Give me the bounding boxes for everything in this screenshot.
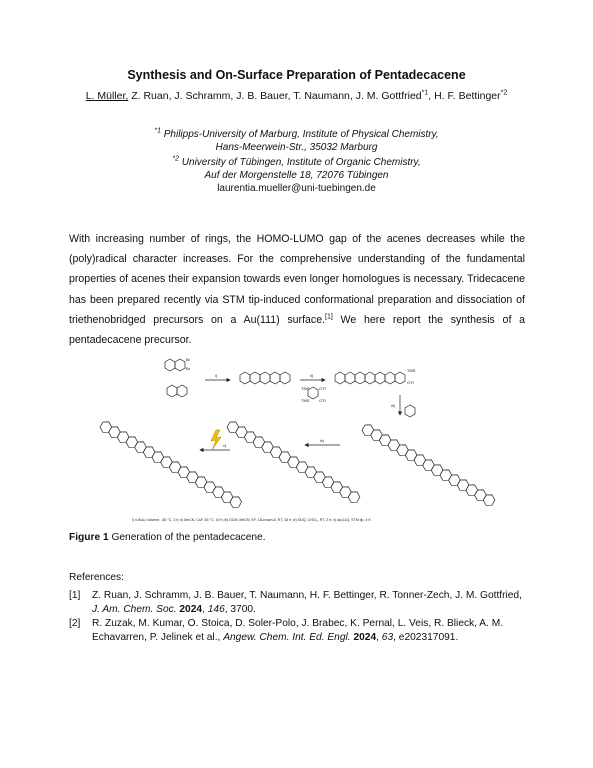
label-step-v: v) — [223, 443, 227, 448]
reference-body: Z. Ruan, J. Schramm, J. B. Bauer, T. Naumann, H. F. Bettinger, R. Tonner-Zech, J. M. Gottfried, J. Am. Chem. Soc. 2024, 146, 3700. — [92, 590, 522, 615]
figure-label: Figure 1 — [69, 532, 109, 543]
reference-body: R. Zuzak, M. Kumar, O. Stoica, D. Soler-Polo, J. Brabec, K. Pernal, L. Veis, R. Blieck, A. M. Echavarren, P. Jelinek et al., Angew. Chem. Int. Ed. Engl. 2024, 63, e202317091. — [92, 618, 504, 643]
reference-number: [1] — [69, 590, 81, 601]
co-authors: Z. Ruan, J. Schramm, J. B. Bauer, T. Naumann, J. M. Gottfried — [128, 90, 422, 102]
label-br-1: Br — [186, 357, 190, 362]
abstract-line — [69, 310, 525, 330]
label-br-2: Br — [186, 366, 190, 371]
reference-2 — [69, 617, 525, 645]
abstract-line: properties of acenes their expansion towards even longer homologues is necessary. Tridecacene — [69, 273, 525, 286]
abstract-line: pentadecacene precursor. — [69, 333, 192, 346]
reference-authors: Z. Ruan, J. Schramm, J. B. Bauer, T. Naumann, H. F. Bettinger, R. Tonner-Zech, J. M. Gottfried, — [92, 590, 522, 601]
label-tms-1: TMS — [301, 386, 310, 391]
abstract-line: has been prepared recently via STM tip-induced conformational preparation and dissociation of — [69, 293, 525, 306]
presenting-author: L. Müller, — [85, 90, 129, 102]
label-otf-1: OTf — [319, 386, 326, 391]
label-tms-3: TMS — [407, 368, 416, 373]
affiliation-1-text: Philipps-University of Marburg, Institute of Physical Chemistry, — [160, 129, 439, 140]
affiliation-2-line-2: Auf der Morgenstelle 18, 72076 Tübingen — [204, 170, 389, 181]
reference-1 — [69, 589, 525, 617]
affiliation-mark-2: *2 — [500, 89, 508, 97]
author-list — [0, 90, 593, 102]
reference-volume: 146 — [207, 604, 225, 615]
citation-1: [1] — [325, 313, 333, 321]
intermediate-2-structure — [335, 372, 405, 384]
reference-authors: R. Zuzak, M. Kumar, O. Stoica, D. Soler-Polo, J. Brabec, K. Pernal, L. Veis, R. Blieck, A. M. Echavarren, P. Jelinek et al., — [92, 618, 504, 643]
abstract-line: With increasing number of rings, the HOMO-LUMO gap of the acenes decreases while the — [69, 233, 525, 245]
bridged-pentadecacene-structure — [226, 419, 362, 504]
abstract-line: (poly)radical character increases. For the comprehensive understanding of the fundamental — [69, 253, 525, 266]
reference-volume: 63 — [381, 632, 394, 643]
affiliation-1-mark: *1 — [154, 127, 161, 135]
last-author: , H. F. Bettinger — [428, 90, 501, 102]
label-tms-2: TMS — [301, 398, 310, 403]
affiliation-2-line-1 — [0, 156, 593, 169]
reference-journal: J. Am. Chem. Soc. — [92, 604, 177, 615]
reaction-scheme-figure — [95, 350, 500, 530]
reference-year: 2024 — [353, 632, 377, 643]
label-otf-2: OTf — [319, 398, 326, 403]
pentadecacene-precursor-structure — [361, 422, 497, 507]
aryne-precursor-structure-2 — [405, 405, 415, 417]
references-heading: References: — [69, 572, 124, 583]
pentadecacene-structure — [99, 419, 244, 509]
reference-journal: Angew. Chem. Int. Ed. Engl. — [223, 632, 351, 643]
paper-title: Synthesis and On-Surface Preparation of Pentadecacene — [127, 68, 466, 82]
reference-number: [2] — [69, 618, 81, 629]
affiliation-1-line-2: Hans-Meerwein-Str., 35032 Marburg — [215, 142, 378, 153]
label-step-ii: ii) — [310, 373, 314, 378]
abstract-text: We here report the synthesis of a — [332, 313, 525, 326]
intermediate-1-structure — [240, 372, 290, 384]
label-otf-3: OTf — [407, 380, 414, 385]
stm-tip-lightning-icon — [211, 430, 221, 450]
reference-pages: , e202317091. — [393, 632, 459, 643]
reaction-conditions: i) n-BuLi, toluene, -80 °C, 3 h; ii) MeCN, CsF, 45 °C, 19 h; iii) DCM, MeCN, KF, 18-crown-6, RT, 18 h; iv) DDQ, CHCl₃, RT, 2 h; v) Au(111), STM tip, 4 K — [132, 518, 371, 522]
contact-email: laurentia.mueller@uni-tuebingen.de — [217, 183, 376, 194]
abstract-text: triethenobridged precursors on a Au(111) surface. — [69, 313, 326, 326]
affiliation-mark-1: *1 — [421, 89, 429, 97]
affiliation-1-line-1 — [0, 128, 593, 141]
affiliation-2-text: University of Tübingen, Institute of Organic Chemistry, — [179, 157, 421, 168]
caption-text: Generation of the pentadecacene. — [108, 532, 266, 543]
aryne-precursor-structure — [308, 387, 318, 399]
reference-pages: , 3700. — [224, 604, 256, 615]
benzyne-precursor-structure — [167, 385, 187, 397]
figure-caption — [69, 532, 266, 543]
label-step-iv: iv) — [320, 438, 325, 443]
abstract — [69, 229, 525, 350]
reference-year: 2024 — [179, 604, 203, 615]
dibromo-naphthalene-structure — [165, 359, 185, 371]
affiliation-2-mark: *2 — [172, 155, 180, 163]
label-step-iii: iii) — [391, 403, 395, 408]
label-step-i: i) — [215, 373, 218, 378]
